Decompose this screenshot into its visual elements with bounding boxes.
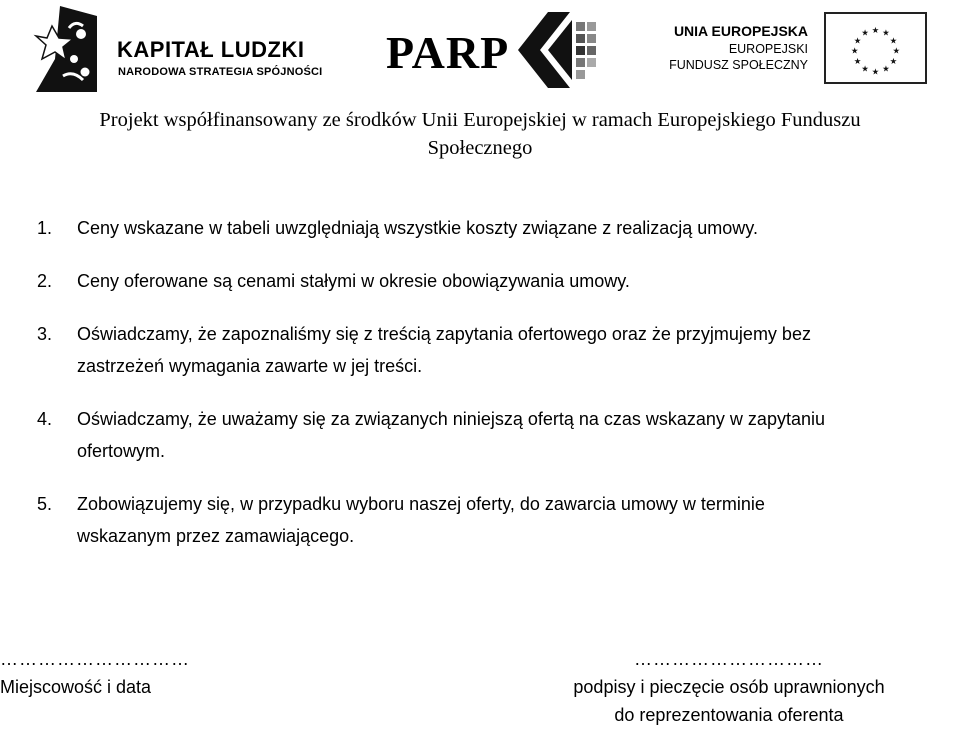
item-text: Ceny oferowane są cenami stałymi w okresie obowiązywania umowy. <box>77 271 630 291</box>
kapital-ludzki-title: KAPITAŁ LUDZKI <box>117 37 305 62</box>
item-text: Oświadczamy, że zapoznaliśmy się z treścią zapytania ofertowego oraz że przyjmujemy bez <box>77 324 811 344</box>
svg-text:★: ★ <box>882 64 890 75</box>
svg-text:★: ★ <box>871 67 880 78</box>
parp-wordmark: PARP <box>386 27 510 78</box>
signature-label-line-2: do reprezentowania oferenta <box>614 705 844 725</box>
item-text: Ceny wskazane w tabeli uwzględniają wszystkie koszty związane z realizacją umowy. <box>77 218 758 238</box>
item-number: 3. <box>37 324 53 344</box>
eu-logo <box>669 12 932 86</box>
svg-text:★: ★ <box>861 64 869 75</box>
svg-text:★: ★ <box>889 57 898 68</box>
item-number: 1. <box>37 218 53 238</box>
place-date-dotted-line: ………………………… <box>0 649 190 669</box>
place-date-label: Miejscowość i data <box>0 677 152 697</box>
declaration-item <box>0 488 960 552</box>
svg-text:★: ★ <box>853 36 862 47</box>
item-number: 5. <box>37 494 53 514</box>
svg-text:★: ★ <box>882 28 890 39</box>
declaration-item <box>0 318 960 382</box>
svg-text:★: ★ <box>850 46 859 57</box>
eu-line-3: FUNDUSZ SPOŁECZNY <box>669 58 808 72</box>
place-date-signature <box>0 645 190 701</box>
kapital-ludzki-emblem <box>33 4 97 94</box>
parp-emblem <box>518 12 600 88</box>
svg-text:★: ★ <box>871 25 880 36</box>
item-text: Zobowiązujemy się, w przypadku wyboru naszej oferty, do zawarcia umowy w terminie <box>77 494 765 514</box>
eu-line-1: UNIA EUROPEJSKA <box>673 23 808 39</box>
item-text-continued: zastrzeżeń wymagania zawarte w jej treści. <box>77 356 423 376</box>
item-text-continued: ofertowym. <box>77 441 166 461</box>
eu-line-2: EUROPEJSKI <box>728 42 808 56</box>
declarations-list <box>0 212 960 573</box>
parp-logo <box>386 12 601 88</box>
item-text-continued: wskazanym przez zamawiającego. <box>77 526 355 546</box>
eu-flag-icon <box>824 12 927 84</box>
logo-header <box>0 0 960 100</box>
project-cofinancing-note <box>0 106 960 162</box>
kapital-ludzki-logo <box>33 4 333 94</box>
authorized-signature <box>538 645 920 729</box>
kapital-ludzki-subtitle: NARODOWA STRATEGIA SPÓJNOŚCI <box>118 66 323 78</box>
item-number: 2. <box>37 271 53 291</box>
signature-dotted-line: ………………………… <box>634 649 824 669</box>
declaration-item <box>0 403 960 467</box>
project-line-2: Społecznego <box>427 137 533 159</box>
signature-label-line-1: podpisy i pieczęcie osób uprawnionych <box>573 677 885 697</box>
item-text: Oświadczamy, że uważamy się za związanych niniejszą ofertą na czas wskazany w zapytaniu <box>77 409 825 429</box>
svg-text:★: ★ <box>861 28 869 39</box>
declaration-item <box>0 212 960 244</box>
declaration-item <box>0 265 960 297</box>
svg-text:★: ★ <box>892 46 901 57</box>
svg-text:★: ★ <box>853 57 862 68</box>
project-line-1: Projekt współfinansowany ze środków Unii Europejskiej w ramach Europejskiego Funduszu <box>99 109 861 131</box>
svg-text:★: ★ <box>889 36 898 47</box>
item-number: 4. <box>37 409 53 429</box>
